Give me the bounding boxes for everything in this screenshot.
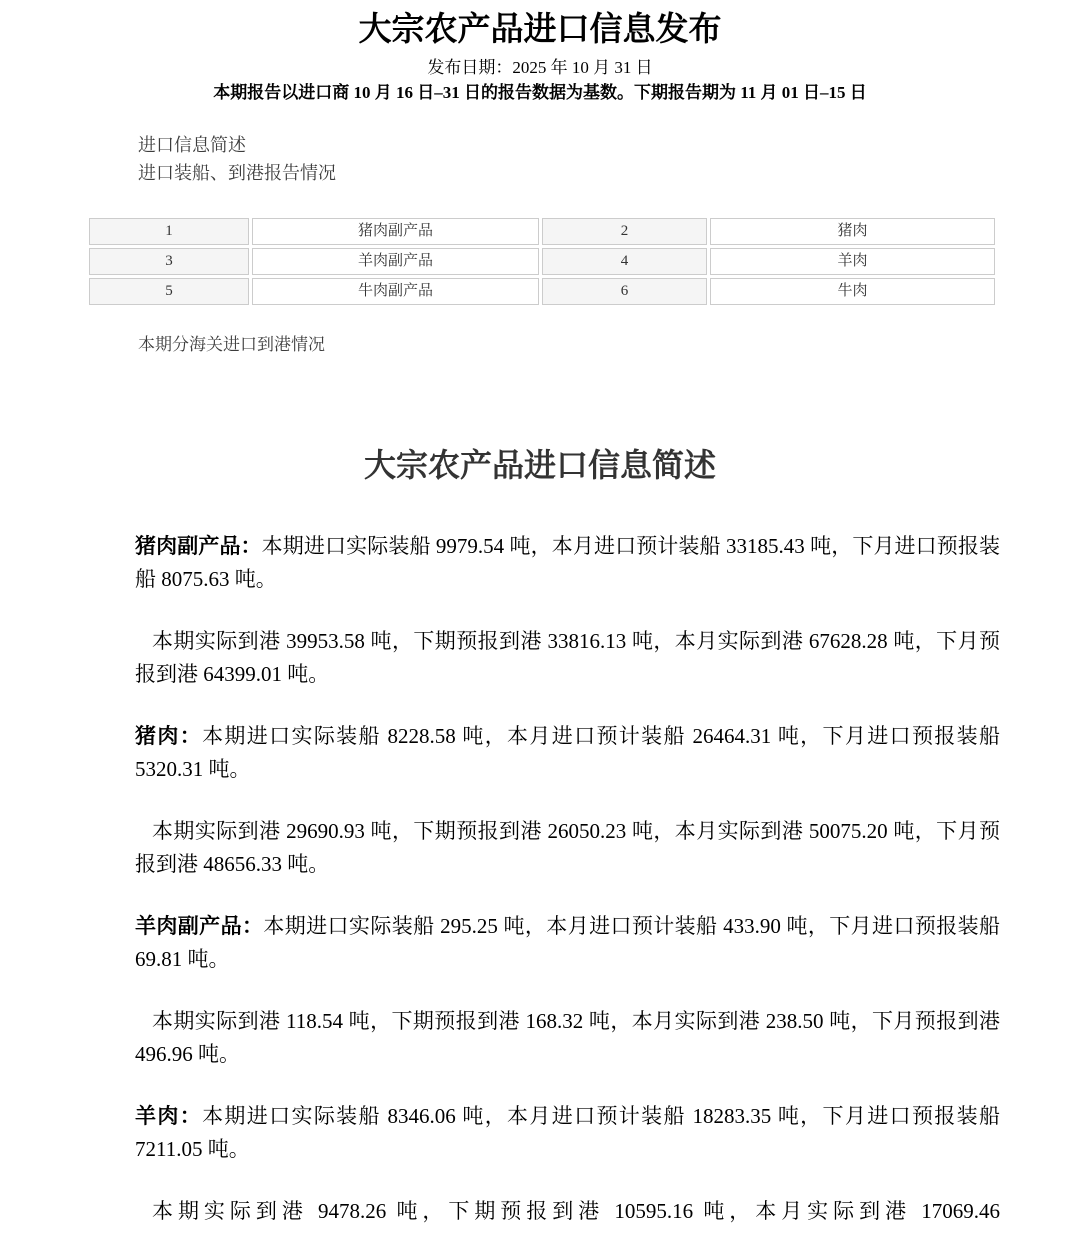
- report-body: [135, 530, 1000, 1228]
- paragraph-text: 本期实际到港 39953.58 吨，下期预报到港 33816.13 吨，本月实际到港 67628.28 吨，下月预报到港 64399.01 吨。: [135, 629, 1000, 686]
- product-no: 3: [89, 248, 249, 275]
- product-name: 猪肉副产品: [252, 218, 539, 245]
- publish-date: 发布日期：2025 年 10 月 31 日: [427, 58, 653, 77]
- paragraph-text: 本期实际到港 9478.26 吨，下期预报到港 10595.16 吨，本月实际到港 17069.46: [152, 1199, 1000, 1223]
- paragraph-label: 羊肉：: [135, 1104, 203, 1128]
- paragraph-text: 本期进口实际装船 8228.58 吨，本月进口预计装船 26464.31 吨，下月进口预报装船 5320.31 吨。: [135, 724, 1001, 781]
- table-row: [89, 248, 995, 275]
- customs-arrival-note: 本期分海关进口到港情况: [138, 335, 325, 354]
- paragraph-mutton-arrival: [135, 1195, 1000, 1228]
- product-name: 羊肉: [710, 248, 995, 275]
- section-heading: 大宗农产品进口信息简述: [363, 447, 716, 483]
- page-title: 大宗农产品进口信息发布: [358, 12, 722, 48]
- paragraph-pork-offal-shipment: [135, 530, 1000, 596]
- product-name: 羊肉副产品: [252, 248, 539, 275]
- product-name: 猪肉: [710, 218, 995, 245]
- product-name: 牛肉: [710, 278, 995, 305]
- paragraph-text: 本期进口实际装船 8346.06 吨，本月进口预计装船 18283.35 吨，下月进口预报装船 7211.05 吨。: [135, 1104, 1001, 1161]
- product-name: 牛肉副产品: [252, 278, 539, 305]
- intro-shipping-report-line: 进口装船、到港报告情况: [138, 163, 336, 183]
- paragraph-mutton-shipment: [135, 1100, 1000, 1166]
- paragraph-text: 本期实际到港 118.54 吨，下期预报到港 168.32 吨，本月实际到港 238.50 吨，下月预报到港 496.96 吨。: [135, 1009, 1000, 1066]
- table-row: [89, 278, 995, 305]
- products-table: [86, 215, 998, 308]
- paragraph-pork-arrival: [135, 815, 1000, 881]
- paragraph-label: 羊肉副产品：: [135, 914, 264, 938]
- paragraph-text: 本期实际到港 29690.93 吨，下期预报到港 26050.23 吨，本月实际到港 50075.20 吨，下月预报到港 48656.33 吨。: [135, 819, 1000, 876]
- product-no: 4: [542, 248, 707, 275]
- paragraph-label: 猪肉副产品：: [135, 534, 262, 558]
- paragraph-label: 猪肉：: [135, 724, 203, 748]
- paragraph-pork-offal-arrival: [135, 625, 1000, 691]
- document-header: [0, 0, 1080, 103]
- table-row: [89, 218, 995, 245]
- paragraph-mutton-offal-arrival: [135, 1005, 1000, 1071]
- paragraph-pork-shipment: [135, 720, 1000, 786]
- paragraph-mutton-offal-shipment: [135, 910, 1000, 976]
- paragraph-text: 本期进口实际装船 295.25 吨，本月进口预计装船 433.90 吨，下月进口预报装船 69.81 吨。: [135, 914, 1001, 971]
- product-no: 6: [542, 278, 707, 305]
- intro-summary-line: 进口信息简述: [138, 135, 246, 155]
- product-no: 1: [89, 218, 249, 245]
- paragraph-text: 本期进口实际装船 9979.54 吨，本月进口预计装船 33185.43 吨，下月进口预报装船 8075.63 吨。: [135, 534, 1001, 591]
- product-no: 2: [542, 218, 707, 245]
- intro-block: [138, 131, 1000, 187]
- report-period-note: 本期报告以进口商 10 月 16 日–31 日的报告数据为基数。下期报告期为 11 月 01 日–15 日: [213, 83, 867, 102]
- product-no: 5: [89, 278, 249, 305]
